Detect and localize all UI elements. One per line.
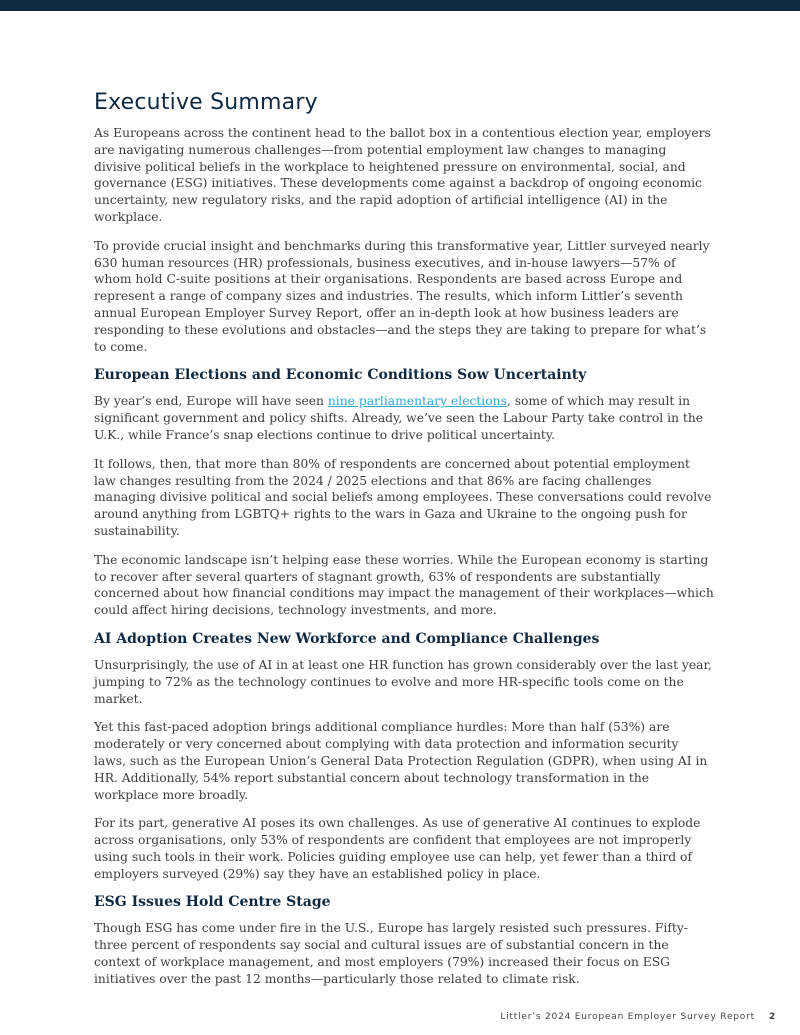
elections-p1-text-before: By year’s end, Europe will have seen [94,394,328,409]
elections-paragraph-1 [94,393,714,443]
page-title: Executive Summary [94,90,318,115]
ai-paragraph-1: Unsurprisingly, the use of AI in at least one HR function has grown considerably over the last year, jumping to 72% as the technology continues to evolve and more HR-specific tools come on the market. [94,657,712,706]
ai-paragraph-3: For its part, generative AI poses its own challenges. As use of generative AI continues to explode across organisations, only 53% of respondents are confident that employees are not improperly using such tools in their work. Policies guiding employee use can help, yet fewer than a third of employers surveyed (29%) say they have an established policy in place. [94,816,701,881]
esg-paragraph-1: Though ESG has come under fire in the U.S., Europe has largely resisted such pressures. Fifty-three percent of respondents say social and cultural issues are of substantial concern in the context of workplace management, and most employers (79%) increased their focus on ESG initiatives over the past 12 months—particularly those related to climate risk. [94,921,688,986]
top-banner-bar [0,0,800,11]
section-heading-ai: AI Adoption Creates New Workforce and Compliance Challenges [94,630,600,647]
page-footer [500,1012,776,1022]
parliamentary-elections-link[interactable]: nine parliamentary elections [327,394,507,409]
elections-paragraph-3: The economic landscape isn’t helping ease these worries. While the European economy is starting to recover after several quarters of stagnant growth, 63% of respondents are substantially concerned about how financial conditions may impact the management of their workplaces—which could affect hiring decisions, technology investments, and more. [94,552,714,618]
section-heading-elections: European Elections and Economic Conditions Sow Uncertainty [94,367,587,384]
elections-p1-text-after: , some of which may result in significant government and policy shifts. Already, we’ve seen the Labour Party take control in the U.K., while France’s snap elections continue to drive political uncertainty. [94,394,704,442]
footer-report-title: Littler’s 2024 European Employer Survey Report [500,1012,755,1022]
intro-paragraph-1: As Europeans across the continent head to the ballot box in a contentious election year, employers are navigating numerous challenges—from potential employment law changes to managing divisive political beliefs in the workplace to heightened pressure on environmental, social, and governance (ESG) initiatives. These developments come against a backdrop of ongoing economic uncertainty, new regulatory risks, and the rapid adoption of artificial intelligence (AI) in the workplace. [94,126,711,224]
section-heading-esg: ESG Issues Hold Centre Stage [94,894,331,911]
page-number: 2 [768,1012,776,1022]
intro-paragraph-2: To provide crucial insight and benchmarks during this transformative year, Littler surveyed nearly 630 human resources (HR) professionals, business executives, and in-house lawyers—57% of whom hold C-suite positions at their organisations. Respondents are based across Europe and represent a range of company sizes and industries. The results, which inform Littler’s seventh annual European Employer Survey Report, offer an in-depth look at how business leaders are responding to these evolutions and obstacles—and the steps they are taking to prepare for what’s to come. [94,238,710,354]
document-body [94,90,714,1000]
ai-paragraph-2: Yet this fast-paced adoption brings additional compliance hurdles: More than half (53%) are moderately or very concerned about complying with data protection and information security laws, such as the European Union’s General Data Protection Regulation (GDPR), when using AI in HR. Additionally, 54% report substantial concern about technology transformation in the workplace more broadly. [94,720,708,802]
elections-paragraph-2: It follows, then, that more than 80% of respondents are concerned about potential employment law changes resulting from the 2024 / 2025 elections and that 86% are facing challenges managing divisive political and social beliefs among employees. These conversations could revolve around anything from LGBTQ+ rights to the wars in Gaza and Ukraine to the ongoing push for sustainability. [94,456,712,538]
